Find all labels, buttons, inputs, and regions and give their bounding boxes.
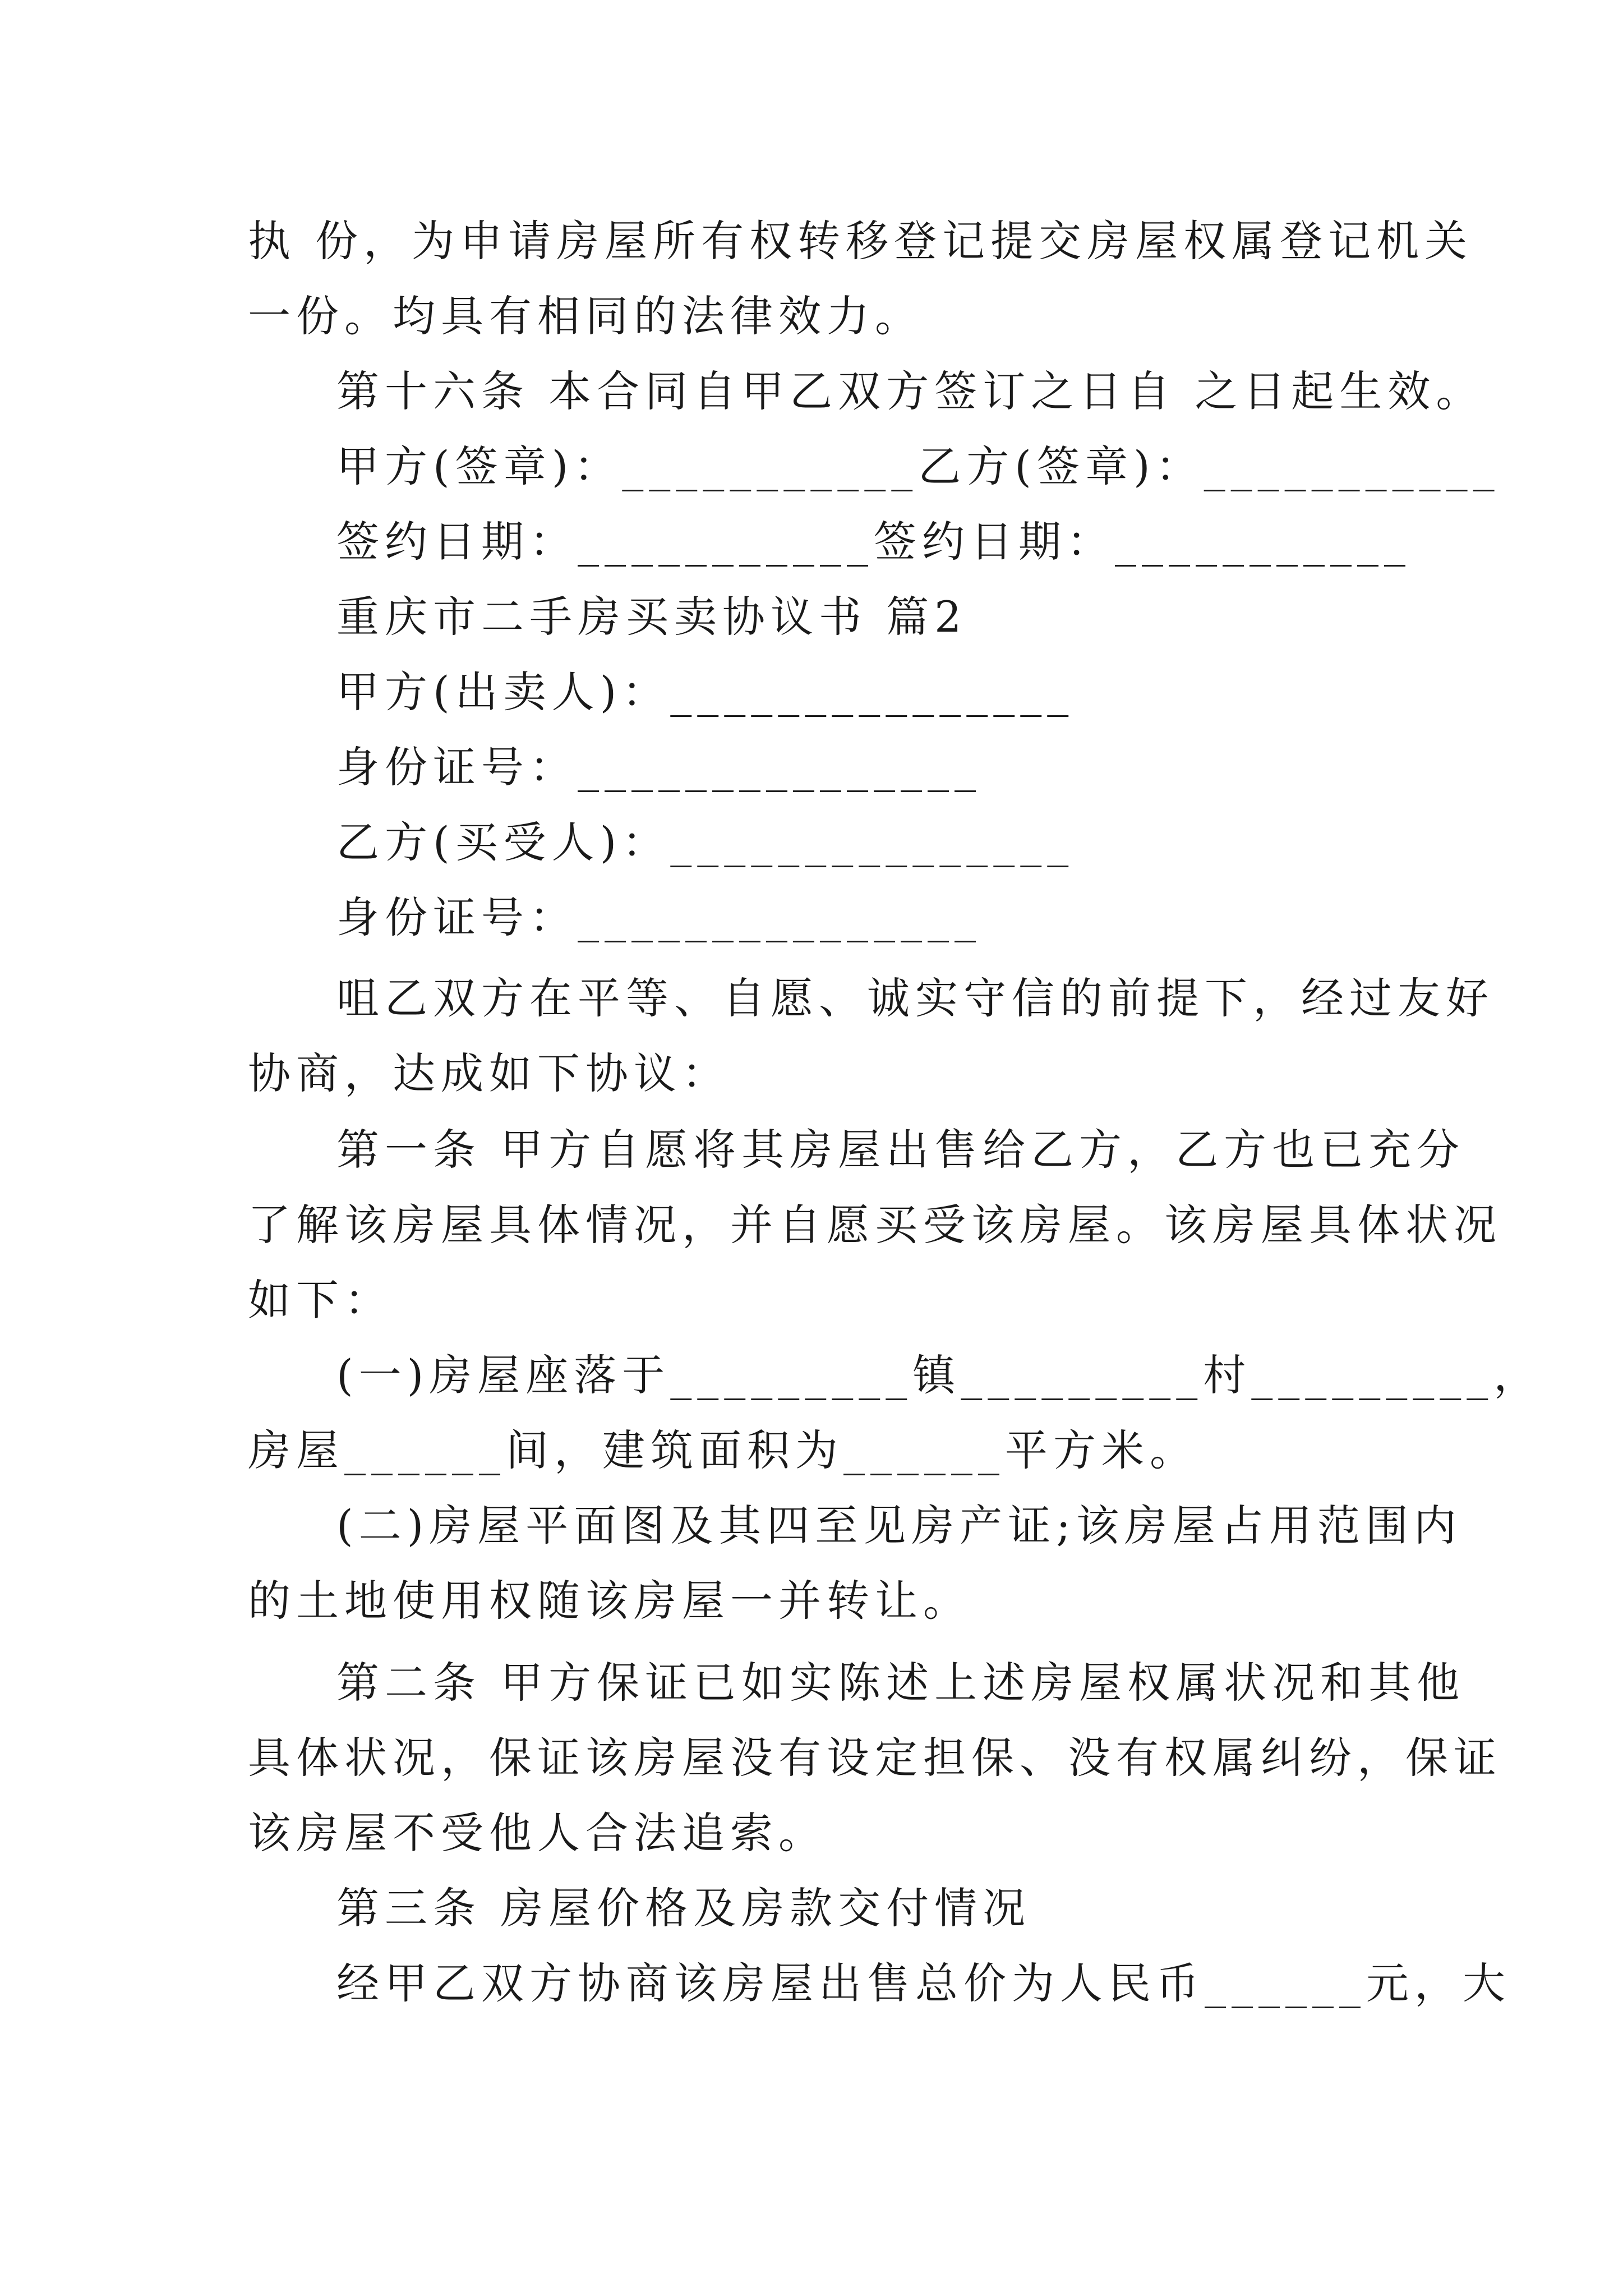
text-line: 身份证号：_______________ [336,742,981,792]
text-line: 乙方(买受人)：_______________ [336,817,1075,867]
text-line: 该房屋不受他人合法追索。 [248,1808,827,1858]
text-line: 一份。均具有相同的法律效力。 [248,291,923,341]
text-line: 签约日期：___________签约日期：___________ [336,517,1411,567]
text-line: 房屋______间，建筑面积为______平方米。 [248,1425,1198,1475]
text-line: 执 份，为申请房屋所有权转移登记提交房屋权属登记机关 [248,216,1473,266]
text-line: 咀乙双方在平等、自愿、诚实守信的前提下，经过友好 [336,973,1494,1023]
text-line: 身份证号：_______________ [336,892,981,942]
text-line: 甲方(签章)：___________乙方(签章)：___________ [336,441,1500,491]
text-line: (二)房屋平面图及其四至见房产证;该房屋占用范围内 [336,1501,1462,1550]
text-line: 了解该房屋具体情况，并自愿买受该房屋。该房屋具体状况 [248,1200,1502,1250]
text-line: 协商，达成如下协议： [248,1048,730,1098]
text-line: 第二条 甲方保证已如实陈述上述房屋权属状况和其他 [336,1658,1465,1708]
text-line: 具体状况，保证该房屋没有设定担保、没有权属纠纷，保证 [248,1733,1502,1783]
text-line: 第十六条 本合同自甲乙双方签订之日自 之日起生效。 [336,366,1484,416]
text-line: (一)房屋座落于_________镇_________村_________， [336,1350,1542,1400]
text-line: 如下： [248,1275,393,1325]
text-line: 第三条 房屋价格及房款交付情况 [336,1883,1031,1933]
text-line: 第一条 甲方自愿将其房屋出售给乙方，乙方也已充分 [336,1125,1465,1175]
text-line: 的土地使用权随该房屋一并转让。 [248,1576,971,1626]
text-line: 甲方(出卖人)：_______________ [336,667,1075,717]
text-line: 经甲乙双方协商该房屋出售总价为人民币______元，大 [336,1958,1511,2008]
section-heading: 重庆市二手房买卖协议书 篇2 [336,592,967,642]
